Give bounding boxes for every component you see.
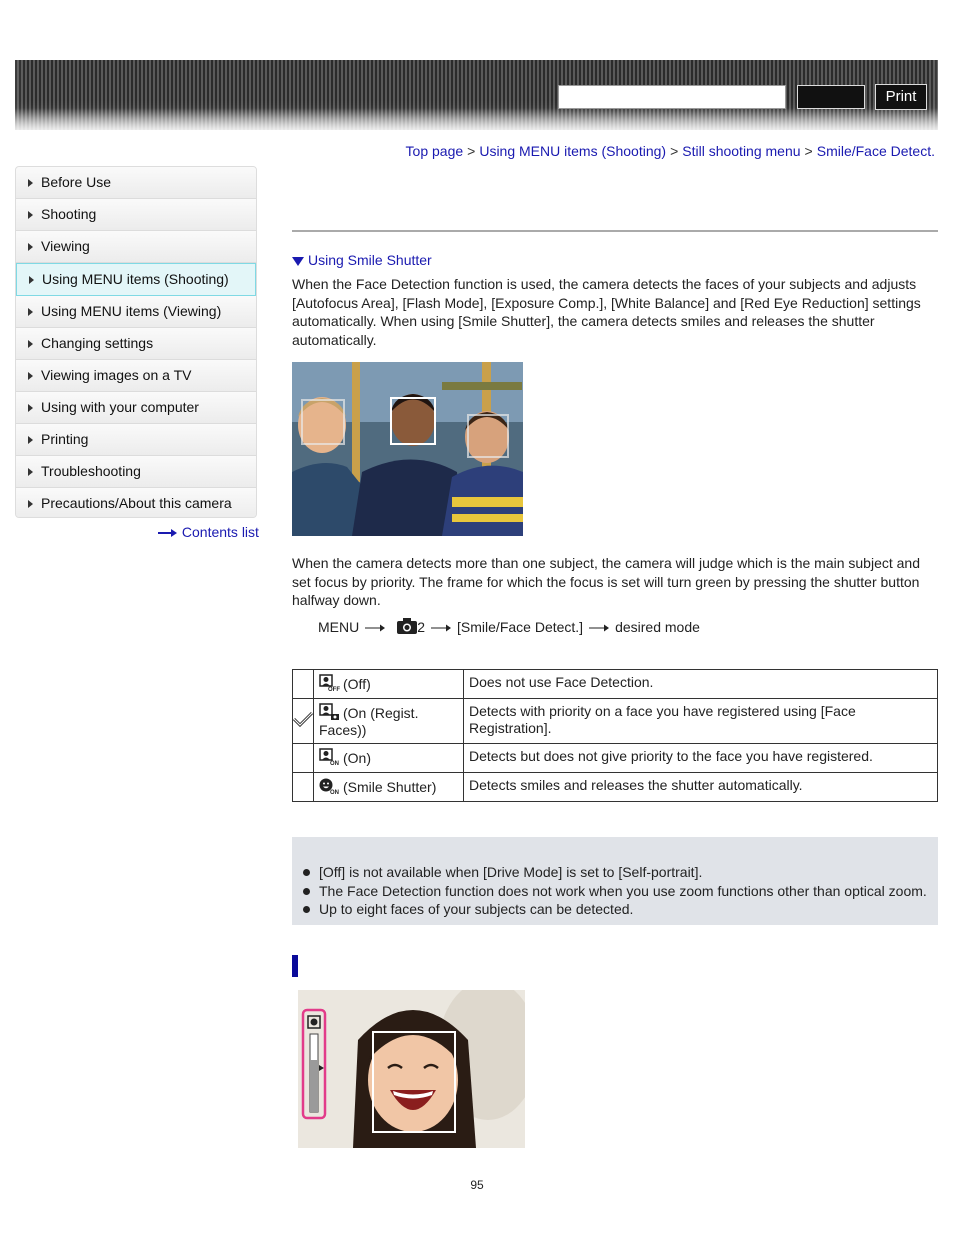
menu-tab-number: 2	[417, 619, 426, 635]
default-cell	[293, 744, 314, 773]
menu-end-label: desired mode	[615, 619, 700, 635]
mode-description: Detects but does not give priority to the face you have registered.	[464, 744, 938, 773]
contents-list-link[interactable]	[158, 524, 259, 540]
sidebar-item-shooting[interactable]	[16, 199, 256, 231]
chevron-right-icon	[28, 243, 33, 251]
breadcrumb-separator: >	[804, 143, 813, 159]
svg-text:ON: ON	[330, 761, 339, 766]
arrow-right-icon	[589, 623, 609, 633]
sidebar-item-label: Using MENU items (Shooting)	[42, 271, 229, 287]
table-row	[293, 773, 938, 802]
breadcrumb-top-page[interactable]: Top page	[405, 143, 464, 159]
mode-table	[292, 669, 938, 802]
face-detect-regist-icon	[319, 703, 341, 721]
search-button[interactable]	[797, 85, 865, 109]
sidebar-nav	[15, 166, 257, 518]
mode-description: Does not use Face Detection.	[464, 670, 938, 699]
breadcrumb-still-shooting-menu[interactable]: Still shooting menu	[682, 143, 801, 159]
default-cell	[293, 773, 314, 802]
svg-text:OFF: OFF	[328, 687, 340, 692]
sidebar-item-using-menu-shooting[interactable]	[16, 263, 256, 296]
page-number: 95	[470, 1178, 484, 1192]
sidebar-item-viewing-on-tv[interactable]	[16, 360, 256, 392]
svg-text:ON: ON	[330, 790, 339, 795]
list-item: [Off] is not available when [Drive Mode] is set to [Self-portrait].	[302, 863, 927, 882]
sidebar-item-viewing[interactable]	[16, 231, 256, 263]
breadcrumb	[406, 143, 935, 159]
sidebar-item-using-menu-viewing[interactable]	[16, 296, 256, 328]
breadcrumb-using-menu-shooting[interactable]: Using MENU items (Shooting)	[479, 143, 667, 159]
mode-cell	[314, 670, 464, 699]
chevron-right-icon	[28, 211, 33, 219]
section-heading-marker	[292, 955, 298, 977]
arrow-right-icon	[158, 528, 178, 538]
default-cell	[293, 699, 314, 744]
sidebar-item-label: Using MENU items (Viewing)	[41, 303, 222, 319]
chevron-right-icon	[29, 276, 34, 284]
intro-paragraph: When the Face Detection function is used, the camera detects the faces of your subjects and adjusts [Autofocus Area], [Flash Mode], [Exposure Comp.], [White Balance] and [Red Eye Reduction] settings automatically. When using [Smile Shutter], the camera detects smiles and releases the shutter automatically.	[292, 276, 921, 348]
mode-description: Detects with priority on a face you have registered using [Face Registration].	[464, 699, 938, 744]
notes-box	[292, 837, 938, 925]
chevron-right-icon	[28, 372, 33, 380]
notes-list	[302, 863, 927, 919]
chevron-right-icon	[28, 308, 33, 316]
smile-shutter-photo	[298, 990, 525, 1148]
smile-shutter-icon	[319, 777, 341, 795]
chevron-right-icon	[28, 179, 33, 187]
sidebar-item-label: Viewing images on a TV	[41, 367, 192, 383]
contents-list-label: Contents list	[181, 524, 259, 540]
default-cell	[293, 670, 314, 699]
chevron-right-icon	[28, 404, 33, 412]
sidebar-item-label: Troubleshooting	[41, 463, 141, 479]
sidebar-item-changing-settings[interactable]	[16, 328, 256, 360]
sidebar-item-label: Before Use	[41, 174, 112, 190]
sidebar-item-label: Changing settings	[41, 335, 154, 351]
sidebar-item-precautions[interactable]	[16, 488, 256, 518]
mode-description: Detects smiles and releases the shutter automatically.	[464, 773, 938, 802]
sidebar-item-label: Using with your computer	[41, 399, 199, 415]
sidebar-item-troubleshooting[interactable]	[16, 456, 256, 488]
menu-path	[318, 617, 700, 635]
face-detect-on-icon	[319, 748, 341, 766]
search-input[interactable]	[558, 85, 786, 109]
breadcrumb-separator: >	[670, 143, 679, 159]
print-button[interactable]: Print	[875, 84, 927, 110]
using-smile-shutter-link[interactable]	[292, 252, 432, 268]
chevron-right-icon	[28, 340, 33, 348]
breadcrumb-separator: >	[467, 143, 476, 159]
list-item: The Face Detection function does not work when you use zoom functions other than optical zoom.	[302, 882, 927, 901]
table-row	[293, 699, 938, 744]
face-detect-off-icon	[319, 674, 341, 692]
camera-icon	[397, 617, 417, 634]
sidebar-item-using-with-computer[interactable]	[16, 392, 256, 424]
list-item: Up to eight faces of your subjects can be detected.	[302, 900, 927, 919]
breadcrumb-smile-face-detect[interactable]: Smile/Face Detect.	[816, 143, 935, 159]
menu-item-label: [Smile/Face Detect.]	[457, 619, 584, 635]
arrow-right-icon	[431, 623, 451, 633]
chevron-right-icon	[28, 436, 33, 444]
mode-label: (On)	[343, 750, 371, 766]
sidebar-item-label: Shooting	[41, 206, 97, 222]
mode-label: (On (Regist. Faces))	[319, 705, 419, 738]
mode-cell	[314, 699, 464, 744]
priority-paragraph: When the camera detects more than one subject, the camera will judge which is the main subject and set focus by priority. The frame for which the focus is set will turn green by pressing the shutter button halfway down.	[292, 555, 920, 608]
sidebar-item-before-use[interactable]	[16, 167, 256, 199]
chevron-right-icon	[28, 468, 33, 476]
using-smile-shutter-label: Using Smile Shutter	[308, 252, 432, 268]
kids-face-detection-photo	[292, 362, 523, 536]
title-divider	[292, 230, 938, 232]
checkmark-icon	[293, 711, 313, 727]
sidebar-item-printing[interactable]	[16, 424, 256, 456]
table-row	[293, 670, 938, 699]
chevron-right-icon	[28, 500, 33, 508]
triangle-down-icon	[292, 257, 304, 266]
mode-label: (Smile Shutter)	[343, 779, 437, 795]
sidebar-item-label: Precautions/About this camera	[41, 495, 232, 511]
sidebar-item-label: Printing	[41, 431, 89, 447]
arrow-right-icon	[365, 623, 385, 633]
menu-label: MENU	[318, 619, 360, 635]
mode-label: (Off)	[343, 676, 371, 692]
table-row	[293, 744, 938, 773]
mode-cell	[314, 773, 464, 802]
mode-cell	[314, 744, 464, 773]
sidebar-item-label: Viewing	[41, 238, 90, 254]
